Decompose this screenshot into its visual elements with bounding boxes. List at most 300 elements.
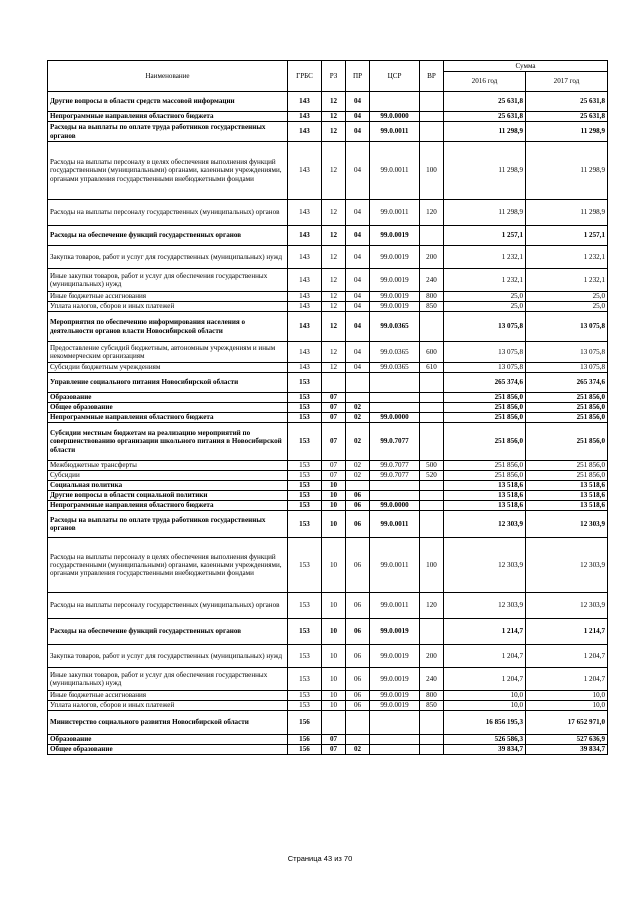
cell-pr: 04 <box>346 226 370 246</box>
cell-grbs: 143 <box>288 112 322 122</box>
cell-rz: 10 <box>322 668 346 691</box>
header-vr: ВР <box>420 61 444 92</box>
cell-name: Мероприятия по обеспечению информирования населения о деятельности органов власти Новосибирской области <box>48 312 288 342</box>
table-header <box>48 61 608 92</box>
cell-pr: 02 <box>346 423 370 461</box>
cell-name: Непрограммные направления областного бюджета <box>48 501 288 511</box>
cell-vr <box>420 92 444 112</box>
cell-name: Иные бюджетные ассигнования <box>48 691 288 701</box>
cell-rz: 10 <box>322 491 346 501</box>
table-row <box>48 701 608 711</box>
cell-rz: 07 <box>322 471 346 481</box>
cell-sum-2017: 39 834,7 <box>526 745 608 755</box>
cell-csr <box>370 92 420 112</box>
cell-pr: 02 <box>346 461 370 471</box>
cell-csr: 99.0.0011 <box>370 593 420 619</box>
cell-csr <box>370 735 420 745</box>
cell-pr: 06 <box>346 593 370 619</box>
cell-rz: 07 <box>322 735 346 745</box>
cell-sum-2016: 1 204,7 <box>444 668 526 691</box>
table-row <box>48 538 608 593</box>
cell-csr <box>370 481 420 491</box>
cell-rz: 10 <box>322 511 346 538</box>
cell-name: Расходы на выплаты по оплате труда работников государственных органов <box>48 511 288 538</box>
cell-csr <box>370 711 420 735</box>
table-row <box>48 501 608 511</box>
cell-sum-2016: 13 518,6 <box>444 491 526 501</box>
cell-sum-2017: 251 856,0 <box>526 413 608 423</box>
cell-vr: 500 <box>420 461 444 471</box>
cell-csr: 99.0.0000 <box>370 112 420 122</box>
cell-sum-2017: 11 298,9 <box>526 122 608 142</box>
cell-sum-2016: 12 303,9 <box>444 538 526 593</box>
cell-sum-2017: 13 518,6 <box>526 501 608 511</box>
cell-csr: 99.0.0019 <box>370 292 420 302</box>
cell-pr: 06 <box>346 511 370 538</box>
cell-vr: 240 <box>420 668 444 691</box>
cell-csr: 99.0.0000 <box>370 501 420 511</box>
cell-rz: 12 <box>322 246 346 269</box>
cell-rz <box>322 373 346 393</box>
cell-rz: 10 <box>322 501 346 511</box>
table-row <box>48 423 608 461</box>
cell-sum-2017: 251 856,0 <box>526 461 608 471</box>
cell-csr: 99.0.0019 <box>370 302 420 312</box>
table-row <box>48 200 608 226</box>
cell-sum-2016: 11 298,9 <box>444 142 526 200</box>
cell-vr: 200 <box>420 246 444 269</box>
cell-sum-2016: 526 586,3 <box>444 735 526 745</box>
cell-rz: 12 <box>322 363 346 373</box>
cell-csr: 99.0.0011 <box>370 511 420 538</box>
cell-vr: 800 <box>420 292 444 302</box>
budget-table <box>47 60 608 755</box>
cell-sum-2017: 25,0 <box>526 292 608 302</box>
cell-sum-2017: 1 204,7 <box>526 645 608 668</box>
cell-rz: 12 <box>322 342 346 363</box>
header-grbs: ГРБС <box>288 61 322 92</box>
table-row <box>48 511 608 538</box>
cell-name: Общее образование <box>48 403 288 413</box>
cell-sum-2017: 251 856,0 <box>526 403 608 413</box>
cell-vr <box>420 619 444 645</box>
cell-vr <box>420 481 444 491</box>
cell-name: Предоставление субсидий бюджетным, автономным учреждениям и иным некоммерческим организациям <box>48 342 288 363</box>
cell-vr: 100 <box>420 142 444 200</box>
cell-sum-2017: 1 204,7 <box>526 668 608 691</box>
cell-csr <box>370 393 420 403</box>
cell-pr <box>346 481 370 491</box>
table-row <box>48 292 608 302</box>
cell-vr <box>420 491 444 501</box>
cell-grbs: 153 <box>288 593 322 619</box>
cell-csr: 99.0.0019 <box>370 269 420 292</box>
cell-csr: 99.0.7077 <box>370 461 420 471</box>
cell-grbs: 143 <box>288 226 322 246</box>
cell-vr <box>420 122 444 142</box>
table-row <box>48 122 608 142</box>
table-row <box>48 363 608 373</box>
cell-grbs: 143 <box>288 200 322 226</box>
cell-rz: 10 <box>322 593 346 619</box>
cell-sum-2017: 12 303,9 <box>526 593 608 619</box>
cell-grbs: 143 <box>288 292 322 302</box>
cell-name: Расходы на обеспечение функций государственных органов <box>48 226 288 246</box>
cell-pr: 04 <box>346 122 370 142</box>
cell-rz: 10 <box>322 691 346 701</box>
cell-name: Уплата налогов, сборов и иных платежей <box>48 701 288 711</box>
cell-sum-2017: 25 631,8 <box>526 112 608 122</box>
cell-rz: 07 <box>322 393 346 403</box>
cell-sum-2016: 251 856,0 <box>444 471 526 481</box>
cell-vr <box>420 735 444 745</box>
table-row <box>48 246 608 269</box>
cell-sum-2017: 17 652 971,0 <box>526 711 608 735</box>
cell-pr: 04 <box>346 200 370 226</box>
cell-pr: 04 <box>346 312 370 342</box>
cell-sum-2016: 1 214,7 <box>444 619 526 645</box>
cell-rz: 07 <box>322 403 346 413</box>
table-row <box>48 593 608 619</box>
cell-sum-2017: 1 214,7 <box>526 619 608 645</box>
cell-grbs: 143 <box>288 122 322 142</box>
cell-grbs: 143 <box>288 312 322 342</box>
cell-sum-2017: 25 631,8 <box>526 92 608 112</box>
cell-grbs: 153 <box>288 619 322 645</box>
cell-csr: 99.0.0011 <box>370 200 420 226</box>
cell-pr: 04 <box>346 92 370 112</box>
table-row <box>48 269 608 292</box>
cell-vr <box>420 226 444 246</box>
cell-grbs: 153 <box>288 538 322 593</box>
table-row <box>48 481 608 491</box>
cell-grbs: 156 <box>288 735 322 745</box>
cell-sum-2016: 251 856,0 <box>444 461 526 471</box>
cell-sum-2017: 1 232,1 <box>526 269 608 292</box>
cell-rz: 07 <box>322 413 346 423</box>
cell-name: Министерство социального развития Новосибирской области <box>48 711 288 735</box>
cell-sum-2016: 12 303,9 <box>444 511 526 538</box>
cell-name: Субсидии бюджетным учреждениям <box>48 363 288 373</box>
cell-csr: 99.0.0365 <box>370 363 420 373</box>
cell-sum-2016: 251 856,0 <box>444 393 526 403</box>
header-rz: РЗ <box>322 61 346 92</box>
cell-pr: 02 <box>346 745 370 755</box>
cell-vr <box>420 312 444 342</box>
table-row <box>48 471 608 481</box>
cell-vr <box>420 711 444 735</box>
cell-name: Субсидии местным бюджетам на реализацию мероприятий по совершенствованию организации школьного питания в Новосибирской области <box>48 423 288 461</box>
cell-csr <box>370 491 420 501</box>
cell-name: Образование <box>48 393 288 403</box>
table-row <box>48 312 608 342</box>
cell-rz: 10 <box>322 701 346 711</box>
cell-grbs: 143 <box>288 142 322 200</box>
cell-name: Закупка товаров, работ и услуг для государственных (муниципальных) нужд <box>48 645 288 668</box>
cell-sum-2017: 527 636,9 <box>526 735 608 745</box>
cell-rz: 10 <box>322 619 346 645</box>
cell-grbs: 153 <box>288 668 322 691</box>
cell-csr <box>370 745 420 755</box>
cell-name: Социальная политика <box>48 481 288 491</box>
cell-grbs: 143 <box>288 342 322 363</box>
cell-pr: 06 <box>346 491 370 501</box>
cell-csr: 99.0.0019 <box>370 645 420 668</box>
cell-pr: 04 <box>346 112 370 122</box>
cell-pr: 04 <box>346 246 370 269</box>
cell-sum-2017: 265 374,6 <box>526 373 608 393</box>
cell-grbs: 143 <box>288 302 322 312</box>
cell-sum-2016: 265 374,6 <box>444 373 526 393</box>
cell-sum-2016: 10,0 <box>444 691 526 701</box>
cell-csr: 99.0.0019 <box>370 691 420 701</box>
table-row <box>48 142 608 200</box>
table-row <box>48 413 608 423</box>
header-csr: ЦСР <box>370 61 420 92</box>
cell-rz: 12 <box>322 292 346 302</box>
cell-sum-2017: 12 303,9 <box>526 538 608 593</box>
header-year-2016: 2016 год <box>444 72 526 92</box>
cell-name: Закупка товаров, работ и услуг для государственных (муниципальных) нужд <box>48 246 288 269</box>
cell-sum-2017: 25,0 <box>526 302 608 312</box>
cell-grbs: 156 <box>288 711 322 735</box>
cell-sum-2016: 25 631,8 <box>444 112 526 122</box>
cell-sum-2017: 1 232,1 <box>526 246 608 269</box>
cell-sum-2016: 16 856 195,3 <box>444 711 526 735</box>
cell-sum-2016: 10,0 <box>444 701 526 711</box>
cell-grbs: 153 <box>288 403 322 413</box>
cell-pr: 04 <box>346 142 370 200</box>
cell-rz: 07 <box>322 423 346 461</box>
cell-vr <box>420 403 444 413</box>
table-row <box>48 745 608 755</box>
cell-grbs: 153 <box>288 481 322 491</box>
cell-pr: 06 <box>346 619 370 645</box>
cell-sum-2017: 11 298,9 <box>526 200 608 226</box>
table-row <box>48 373 608 393</box>
cell-name: Управление социального питания Новосибирской области <box>48 373 288 393</box>
cell-csr <box>370 403 420 413</box>
cell-vr: 120 <box>420 593 444 619</box>
cell-grbs: 143 <box>288 269 322 292</box>
cell-sum-2017: 13 075,8 <box>526 342 608 363</box>
cell-sum-2016: 39 834,7 <box>444 745 526 755</box>
cell-pr: 06 <box>346 538 370 593</box>
cell-vr <box>420 112 444 122</box>
cell-sum-2017: 12 303,9 <box>526 511 608 538</box>
cell-rz: 10 <box>322 645 346 668</box>
table-row <box>48 668 608 691</box>
cell-name: Расходы на выплаты персоналу в целях обеспечения выполнения функций государственными (муниципальными) органами, казенными учреждениями, органами управления государственными внебюджетными фондами <box>48 538 288 593</box>
cell-sum-2016: 1 257,1 <box>444 226 526 246</box>
cell-csr: 99.0.0019 <box>370 668 420 691</box>
cell-grbs: 156 <box>288 745 322 755</box>
cell-pr: 04 <box>346 363 370 373</box>
cell-sum-2016: 1 232,1 <box>444 246 526 269</box>
cell-csr: 99.0.0011 <box>370 142 420 200</box>
cell-vr: 850 <box>420 701 444 711</box>
cell-vr <box>420 393 444 403</box>
cell-rz: 12 <box>322 312 346 342</box>
cell-csr: 99.0.0011 <box>370 122 420 142</box>
cell-sum-2016: 25,0 <box>444 292 526 302</box>
cell-grbs: 153 <box>288 423 322 461</box>
cell-csr: 99.0.0019 <box>370 226 420 246</box>
cell-rz: 10 <box>322 481 346 491</box>
cell-grbs: 143 <box>288 246 322 269</box>
cell-rz <box>322 711 346 735</box>
cell-csr: 99.0.0019 <box>370 619 420 645</box>
header-pr: ПР <box>346 61 370 92</box>
cell-vr: 240 <box>420 269 444 292</box>
table-row <box>48 226 608 246</box>
cell-vr <box>420 511 444 538</box>
cell-sum-2016: 13 075,8 <box>444 342 526 363</box>
cell-rz: 07 <box>322 745 346 755</box>
table-row <box>48 619 608 645</box>
cell-rz: 12 <box>322 142 346 200</box>
cell-sum-2016: 11 298,9 <box>444 122 526 142</box>
cell-pr: 06 <box>346 501 370 511</box>
cell-name: Иные закупки товаров, работ и услуг для обеспечения государственных (муниципальных) нужд <box>48 269 288 292</box>
cell-name: Иные бюджетные ассигнования <box>48 292 288 302</box>
cell-name: Уплата налогов, сборов и иных платежей <box>48 302 288 312</box>
cell-csr: 99.0.0019 <box>370 701 420 711</box>
cell-rz: 12 <box>322 122 346 142</box>
cell-vr <box>420 745 444 755</box>
cell-pr: 06 <box>346 691 370 701</box>
cell-vr <box>420 413 444 423</box>
cell-grbs: 153 <box>288 501 322 511</box>
cell-name: Непрограммные направления областного бюджета <box>48 112 288 122</box>
cell-sum-2017: 10,0 <box>526 701 608 711</box>
cell-sum-2017: 13 075,8 <box>526 363 608 373</box>
cell-csr: 99.0.0365 <box>370 342 420 363</box>
cell-pr <box>346 373 370 393</box>
cell-grbs: 153 <box>288 373 322 393</box>
cell-name: Непрограммные направления областного бюджета <box>48 413 288 423</box>
cell-sum-2017: 11 298,9 <box>526 142 608 200</box>
cell-name: Общее образование <box>48 745 288 755</box>
cell-name: Расходы на обеспечение функций государственных органов <box>48 619 288 645</box>
cell-csr: 99.0.0011 <box>370 538 420 593</box>
page-footer: Страница 43 из 70 <box>287 854 353 863</box>
cell-sum-2017: 251 856,0 <box>526 393 608 403</box>
cell-grbs: 153 <box>288 461 322 471</box>
cell-name: Расходы на выплаты по оплате труда работников государственных органов <box>48 122 288 142</box>
cell-sum-2016: 12 303,9 <box>444 593 526 619</box>
table-row <box>48 403 608 413</box>
cell-sum-2017: 13 075,8 <box>526 312 608 342</box>
cell-vr: 610 <box>420 363 444 373</box>
cell-rz: 07 <box>322 461 346 471</box>
cell-grbs: 153 <box>288 645 322 668</box>
table-row <box>48 112 608 122</box>
cell-csr: 99.0.0019 <box>370 246 420 269</box>
cell-sum-2016: 251 856,0 <box>444 403 526 413</box>
cell-pr: 04 <box>346 269 370 292</box>
header-name: Наименование <box>48 61 288 92</box>
cell-sum-2017: 251 856,0 <box>526 471 608 481</box>
cell-name: Расходы на выплаты персоналу государственных (муниципальных) органов <box>48 593 288 619</box>
budget-table-container <box>47 60 607 755</box>
cell-pr: 06 <box>346 701 370 711</box>
table-row <box>48 342 608 363</box>
cell-sum-2016: 13 518,6 <box>444 501 526 511</box>
cell-rz: 12 <box>322 226 346 246</box>
cell-pr <box>346 735 370 745</box>
cell-name: Расходы на выплаты персоналу государственных (муниципальных) органов <box>48 200 288 226</box>
cell-sum-2016: 25 631,8 <box>444 92 526 112</box>
cell-pr <box>346 711 370 735</box>
cell-pr: 06 <box>346 645 370 668</box>
cell-vr <box>420 423 444 461</box>
cell-csr: 99.0.7077 <box>370 423 420 461</box>
cell-sum-2017: 10,0 <box>526 691 608 701</box>
cell-csr <box>370 373 420 393</box>
cell-rz: 12 <box>322 112 346 122</box>
table-body <box>48 92 608 755</box>
cell-pr: 04 <box>346 302 370 312</box>
cell-sum-2016: 13 075,8 <box>444 312 526 342</box>
cell-sum-2016: 251 856,0 <box>444 423 526 461</box>
table-row <box>48 691 608 701</box>
header-sum: Сумма <box>444 61 608 72</box>
cell-pr: 02 <box>346 471 370 481</box>
cell-grbs: 153 <box>288 413 322 423</box>
cell-name: Субсидии <box>48 471 288 481</box>
cell-grbs: 143 <box>288 363 322 373</box>
table-row <box>48 302 608 312</box>
cell-name: Другие вопросы в области социальной политики <box>48 491 288 501</box>
cell-csr: 99.0.0000 <box>370 413 420 423</box>
cell-sum-2017: 1 257,1 <box>526 226 608 246</box>
cell-pr: 02 <box>346 403 370 413</box>
cell-grbs: 153 <box>288 393 322 403</box>
cell-rz: 12 <box>322 302 346 312</box>
cell-sum-2016: 13 075,8 <box>444 363 526 373</box>
cell-pr: 02 <box>346 413 370 423</box>
table-row <box>48 711 608 735</box>
cell-grbs: 153 <box>288 691 322 701</box>
cell-rz: 12 <box>322 92 346 112</box>
cell-vr: 850 <box>420 302 444 312</box>
cell-sum-2016: 251 856,0 <box>444 413 526 423</box>
cell-rz: 12 <box>322 269 346 292</box>
cell-sum-2017: 251 856,0 <box>526 423 608 461</box>
cell-vr <box>420 373 444 393</box>
cell-sum-2017: 13 518,6 <box>526 481 608 491</box>
cell-pr: 04 <box>346 292 370 302</box>
table-row <box>48 461 608 471</box>
table-row <box>48 92 608 112</box>
cell-csr: 99.0.0365 <box>370 312 420 342</box>
cell-vr: 800 <box>420 691 444 701</box>
cell-vr: 520 <box>420 471 444 481</box>
cell-rz: 12 <box>322 200 346 226</box>
cell-pr <box>346 393 370 403</box>
table-row <box>48 393 608 403</box>
cell-vr: 100 <box>420 538 444 593</box>
cell-sum-2016: 1 232,1 <box>444 269 526 292</box>
cell-pr: 04 <box>346 342 370 363</box>
cell-csr: 99.0.7077 <box>370 471 420 481</box>
cell-sum-2017: 13 518,6 <box>526 491 608 501</box>
cell-vr <box>420 501 444 511</box>
cell-sum-2016: 13 518,6 <box>444 481 526 491</box>
cell-vr: 200 <box>420 645 444 668</box>
cell-sum-2016: 1 204,7 <box>444 645 526 668</box>
